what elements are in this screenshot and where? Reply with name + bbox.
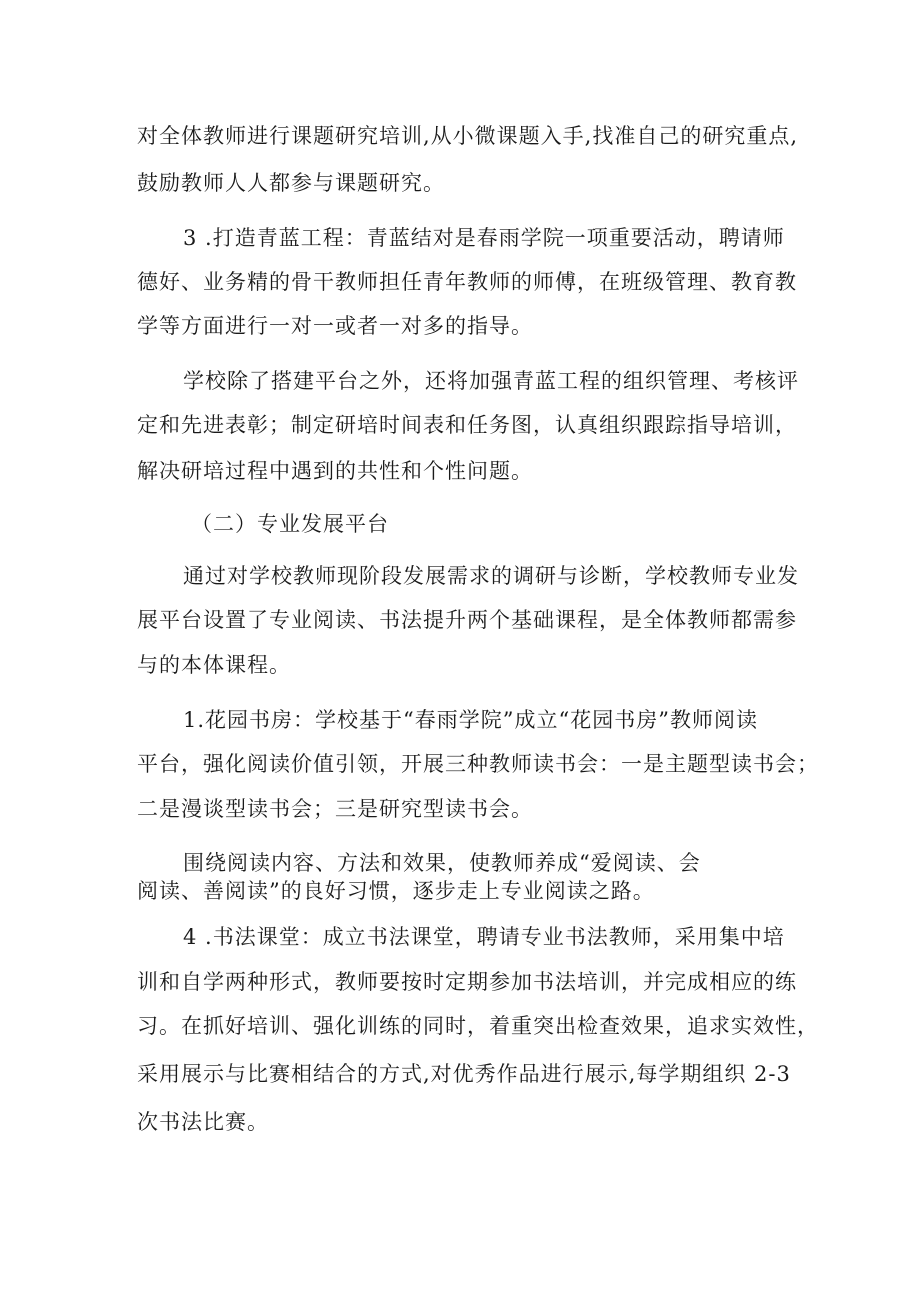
paragraph-line: 学校除了搭建平台之外，还将加强青蓝工程的组织管理、考核评 bbox=[183, 369, 799, 393]
paragraph-line: 通过对学校教师现阶段发展需求的调研与诊断，学校教师专业发 bbox=[183, 564, 799, 588]
paragraph-line: 二是漫谈型读书会；三是研究型读书会。 bbox=[137, 797, 533, 821]
paragraph-line: 训和自学两种形式，教师要按时定期参加书法培训，并完成相应的练 bbox=[137, 970, 797, 994]
section-heading: （二）专业发展平台 bbox=[191, 512, 389, 536]
paragraph-line: 学等方面进行一对一或者一对多的指导。 bbox=[137, 314, 533, 338]
paragraph-line: 解决研培过程中遇到的共性和个性问题。 bbox=[137, 459, 533, 483]
paragraph-line: 平台，强化阅读价值引领，开展三种教师读书会：一是主题型读书会； bbox=[137, 752, 819, 776]
paragraph-line: 展平台设置了专业阅读、书法提升两个基础课程，是全体教师都需参 bbox=[137, 608, 797, 632]
paragraph-line: 定和先进表彰；制定研培时间表和任务图，认真组织跟踪指导培训， bbox=[137, 413, 797, 437]
paragraph-line: 与的本体课程。 bbox=[137, 653, 291, 677]
paragraph-line: 1.花园书房：学校基于“春雨学院”成立“花园书房”教师阅读 bbox=[183, 708, 758, 732]
paragraph-line: 对全体教师进行课题研究培训,从小微课题入手,找准自己的研究重点, bbox=[137, 124, 799, 148]
paragraph-line: 采用展示与比赛相结合的方式,对优秀作品进行展示,每学期组织 2-3 bbox=[137, 1062, 791, 1086]
paragraph-line: 阅读、善阅读”的良好习惯，逐步走上专业阅读之路。 bbox=[137, 879, 655, 903]
paragraph-line: 德好、业务精的骨干教师担任青年教师的师傅，在班级管理、教育教 bbox=[137, 270, 797, 294]
paragraph-line: 鼓励教师人人都参与课题研究。 bbox=[137, 171, 445, 195]
paragraph-line: 4 .书法课堂：成立书法课堂，聘请专业书法教师，采用集中培 bbox=[183, 925, 785, 949]
paragraph-line: 3 .打造青蓝工程：青蓝结对是春雨学院一项重要活动，聘请师 bbox=[183, 226, 785, 250]
paragraph-line: 次书法比赛。 bbox=[137, 1110, 269, 1134]
paragraph-line: 围绕阅读内容、方法和效果，使教师养成“爱阅读、会 bbox=[183, 851, 701, 875]
paragraph-line: 习。在抓好培训、强化训练的同时，着重突出检查效果，追求实效性， bbox=[137, 1014, 819, 1038]
